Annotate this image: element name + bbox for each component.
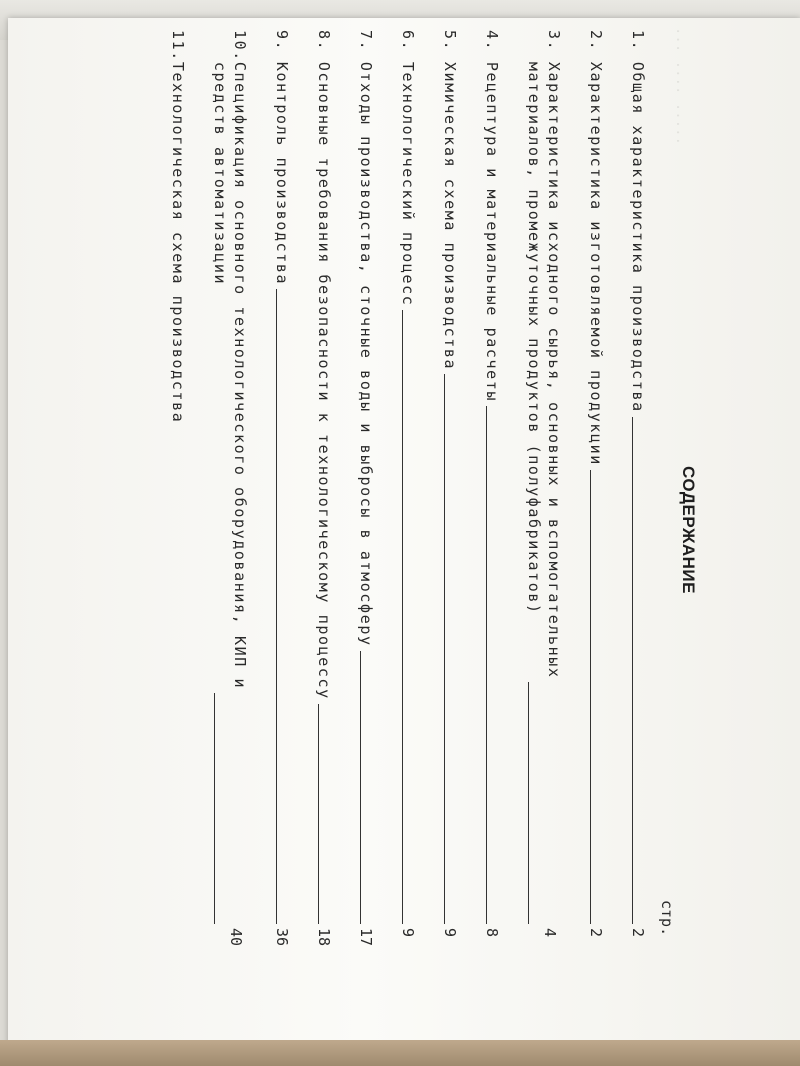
- entry-label: 5. Химическая схема производства: [441, 30, 459, 371]
- leader-line: [632, 417, 648, 924]
- entry-page: 36: [273, 928, 291, 947]
- contents-list: [146, 30, 648, 950]
- entry-label: 10.Спецификация основного технологического оборудования, КИП и средств автоматизации: [211, 30, 249, 690]
- bleed-through-text: ··· ···· ·····: [669, 26, 686, 146]
- page-column-header: стр.: [658, 900, 676, 937]
- entry-page: 17: [357, 928, 375, 947]
- contents-title: СОДЕРЖАНИЕ: [679, 466, 698, 594]
- entry-page: 8: [483, 928, 501, 938]
- entry-label: 11.Технологическая схема производства: [169, 30, 187, 424]
- entry-page: 9: [399, 928, 417, 938]
- entry-page: 40: [227, 928, 245, 947]
- leader-line: [590, 470, 606, 924]
- entry-label: 6. Технологический процесс: [399, 30, 417, 307]
- leader-line: [214, 693, 230, 924]
- contents-entry: [250, 30, 292, 950]
- contents-entry: [418, 30, 460, 950]
- entry-page: 18: [315, 928, 333, 947]
- leader-line: [318, 704, 334, 924]
- table-surface: [0, 1040, 800, 1066]
- leader-line: [402, 310, 418, 924]
- entry-label: 1. Общая характеристика производства: [629, 30, 647, 413]
- entry-label: 7. Отходы производства, сточные воды и выбросы в атмосферу: [357, 30, 375, 647]
- entry-page: 2: [629, 928, 647, 938]
- contents-entry: [460, 30, 502, 950]
- entry-label: 3. Характеристика исходного сырья, основных и вспомогательных материалов, промежуточных продуктов (полуфабрикатов): [525, 30, 563, 679]
- contents-entry: [564, 30, 606, 950]
- entry-label: 8. Основные требования безопасности к технологическому процессу: [315, 30, 333, 700]
- leader-line: [276, 289, 292, 924]
- entry-page: 4: [541, 928, 559, 938]
- leader-line: [486, 406, 502, 924]
- entry-label: 4. Рецептура и материальные расчеты: [483, 30, 501, 403]
- rotated-document: [100, 30, 700, 1030]
- entry-page: 9: [441, 928, 459, 938]
- entry-page: 2: [587, 928, 605, 938]
- leader-line: [528, 682, 544, 924]
- contents-entry: [146, 30, 188, 950]
- entry-label: 9. Контроль производства: [273, 30, 291, 286]
- contents-entry: [606, 30, 648, 950]
- contents-entry: [502, 30, 564, 950]
- contents-entry: [376, 30, 418, 950]
- contents-entry: [334, 30, 376, 950]
- contents-entry: [188, 30, 250, 950]
- contents-entry: [292, 30, 334, 950]
- leader-line: [360, 651, 376, 924]
- leader-line: [444, 374, 460, 924]
- entry-label: 2. Характеристика изготовляемой продукции: [587, 30, 605, 466]
